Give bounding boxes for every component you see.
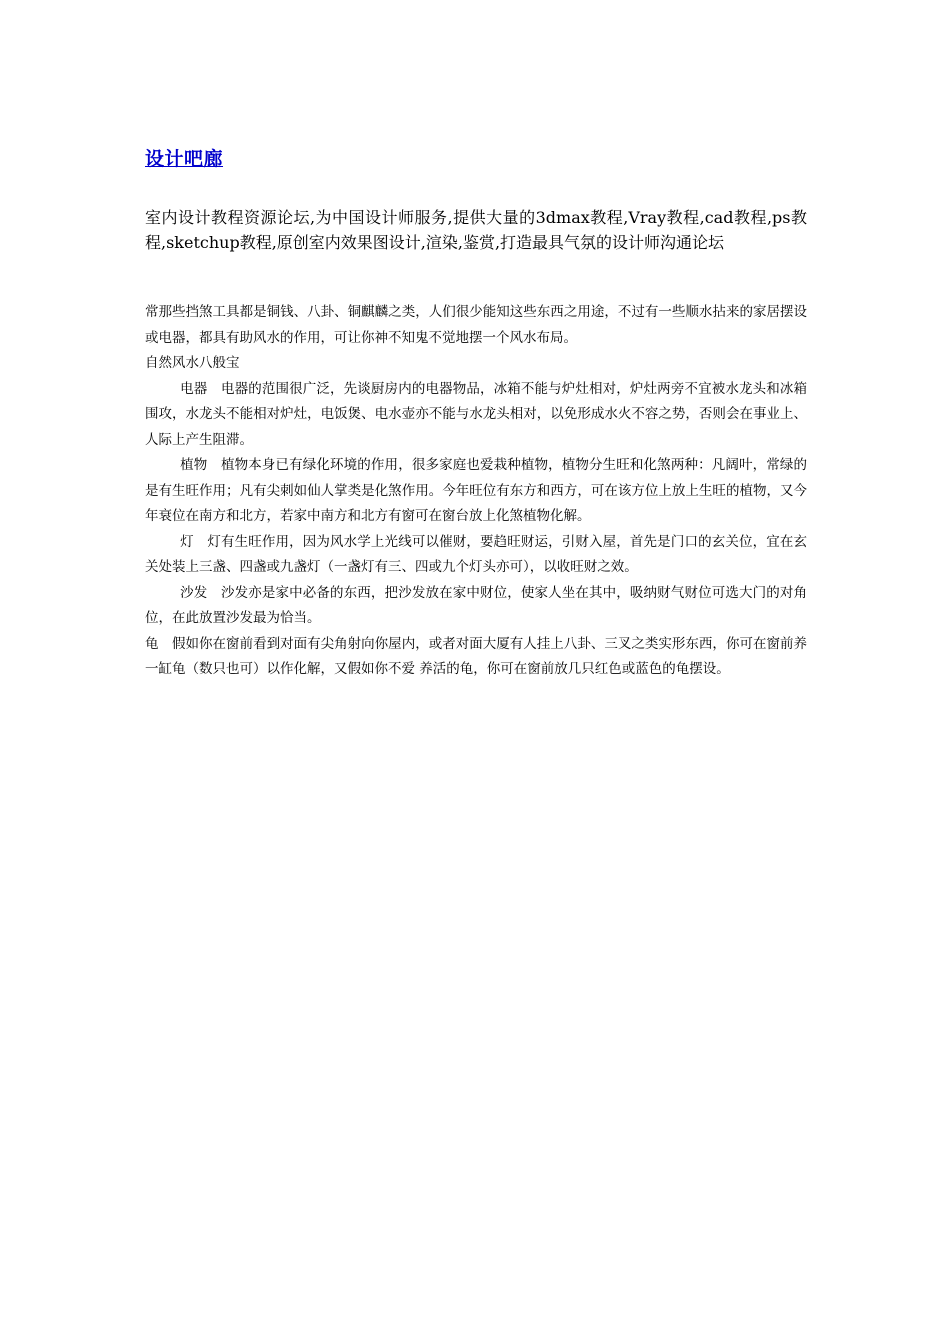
site-title-link[interactable]: 设计吧廊 [145, 148, 224, 170]
section-title: 自然风水八般宝 [145, 355, 240, 371]
item-lamp: 灯 灯有生旺作用，因为风水学上光线可以催财，要趋旺财运，引财入屋，首先是门口的玄关位，宜在玄关处装上三盏、四盏或九盏灯（一盏灯有三、四或九个灯头亦可），以收旺财之效。 [145, 533, 807, 575]
document-page [145, 146, 807, 683]
item-turtle: 龟 假如你在窗前看到对面有尖角射向你屋内，或者对面大厦有人挂上八卦、三叉之类实形东西，你可在窗前养一缸龟（数只也可）以作化解，又假如你不爱 养活的龟，你可在窗前放几只红色或蓝色的龟摆设。 [145, 635, 807, 677]
item-sofa: 沙发 沙发亦是家中必备的东西，把沙发放在家中财位，使家人坐在其中，吸纳财气财位可选大门的对角位，在此放置沙发最为恰当。 [145, 584, 807, 626]
item-appliance: 电器 电器的范围很广泛，先谈厨房内的电器物品，冰箱不能与炉灶相对，炉灶两旁不宜被水龙头和冰箱围攻，水龙头不能相对炉灶，电饭煲、电水壶亦不能与水龙头相对，以免形成水火不容之势，否则会在事业上、人际上产生阻滞。 [145, 380, 807, 448]
article-body [145, 300, 807, 683]
article-intro: 常那些挡煞工具都是铜钱、八卦、铜麒麟之类，人们很少能知这些东西之用途，不过有一些顺水拈来的家居摆设或电器，都具有助风水的作用，可让你神不知鬼不觉地摆一个风水布局。 [145, 304, 807, 346]
item-plant: 植物 植物本身已有绿化环境的作用，很多家庭也爱栽种植物，植物分生旺和化煞两种：凡阔叶，常绿的是有生旺作用；凡有尖刺如仙人掌类是化煞作用。今年旺位有东方和西方，可在该方位上放上生旺的植物，又今年衰位在南方和北方，若家中南方和北方有窗可在窗台放上化煞植物化解。 [145, 457, 807, 524]
site-description: 室内设计教程资源论坛,为中国设计师服务,提供大量的3dmax教程,Vray教程,cad教程,ps教程,sketchup教程,原创室内效果图设计,渲染,鉴赏,打造最具气氛的设计师沟通论坛 [145, 208, 807, 252]
